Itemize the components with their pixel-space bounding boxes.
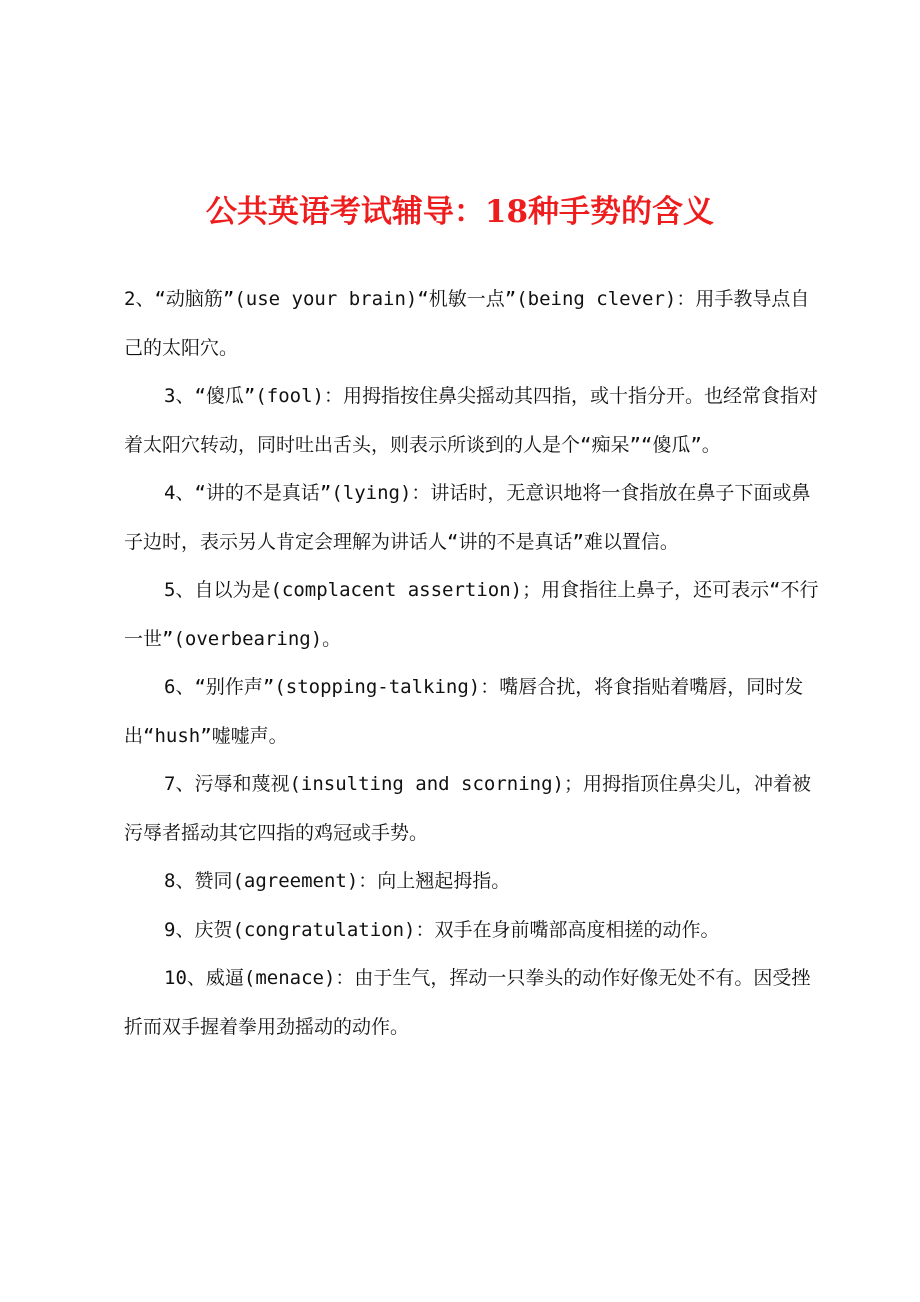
- paragraph-4: 4、“讲的不是真话”(lying)：讲话时，无意识地将一食指放在鼻子下面或鼻子边时，表示另人肯定会理解为讲话人“讲的不是真话”难以置信。: [124, 482, 811, 553]
- document-body: [124, 275, 824, 1051]
- document-title: 公共英语考试辅导：18种手势的含义: [205, 194, 715, 230]
- paragraph-6: 6、“别作声”(stopping-talking)：嘴唇合扰，将食指贴着嘴唇，同时发出“hush”嘘嘘声。: [124, 676, 804, 747]
- paragraph-2: 2、“动脑筋”(use your brain)“机敏一点”(being clever)：用手教导点自己的太阳穴。: [124, 288, 810, 359]
- paragraph-8: 8、赞同(agreement)：向上翘起拇指。: [164, 870, 511, 892]
- paragraph-9: 9、庆贺(congratulation)：双手在身前嘴部高度相搓的动作。: [164, 918, 720, 941]
- paragraph-7: 7、污辱和蔑视(insulting and scorning)；用拇指顶住鼻尖儿，冲着被污辱者摇动其它四指的鸡冠或手势。: [124, 773, 811, 844]
- paragraph-5: 5、自以为是(complacent assertion)；用食指往上鼻子，还可表示“不行一世”(overbearing)。: [124, 579, 819, 650]
- paragraph-10: 10、威逼(menace)：由于生气，挥动一只拳头的动作好像无处不有。因受挫折而双手握着拳用劲摇动的动作。: [124, 967, 811, 1038]
- paragraph-3: 3、“傻瓜”(fool)：用拇指按住鼻尖摇动其四指，或十指分开。也经常食指对着太阳穴转动，同时吐出舌头，则表示所谈到的人是个“痴呆”“傻瓜”。: [124, 385, 818, 456]
